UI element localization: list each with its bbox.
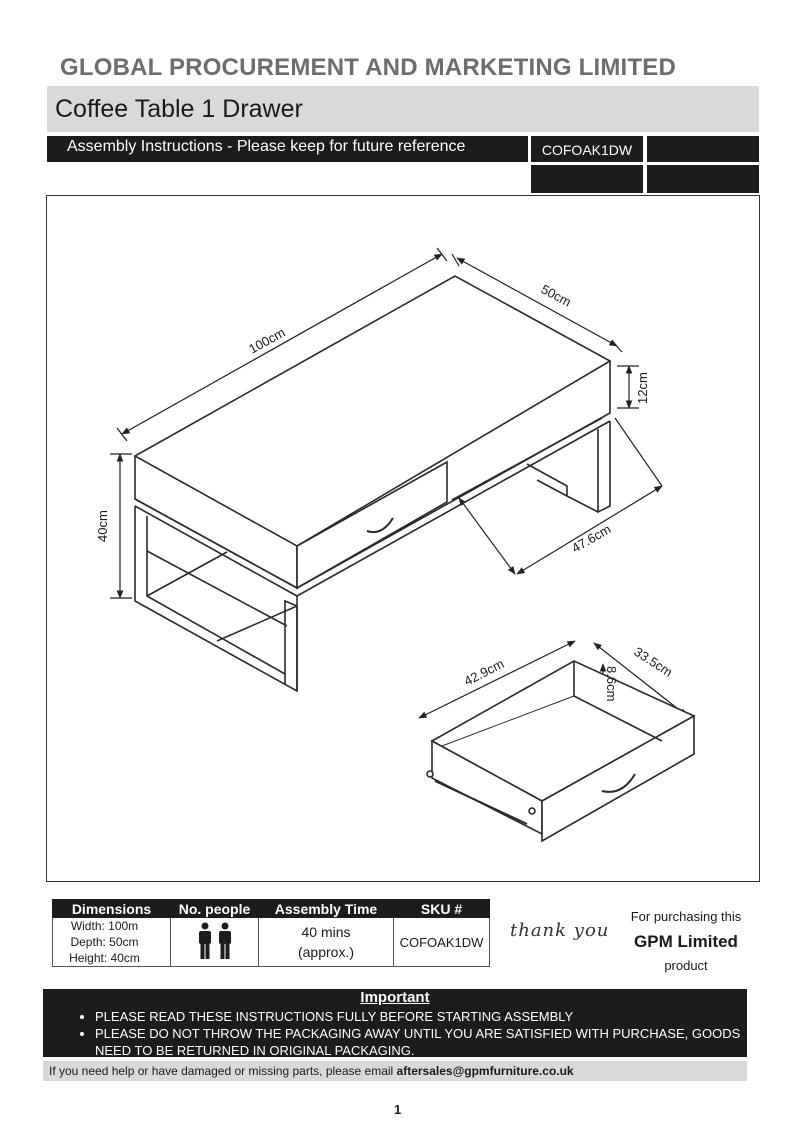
depth-value: Depth: 50cm bbox=[70, 935, 139, 949]
help-text: If you need help or have damaged or missing parts, please email bbox=[49, 1064, 397, 1078]
dimensions-cell bbox=[53, 918, 171, 967]
important-list bbox=[78, 1008, 747, 1059]
diagram-frame bbox=[46, 195, 760, 882]
header-sku-code: COFOAK1DW bbox=[531, 136, 643, 162]
important-item: • PLEASE READ THESE INSTRUCTIONS FULLY BEFORE STARTING ASSEMBLY bbox=[95, 1008, 747, 1025]
purchase-line: For purchasing this bbox=[630, 909, 742, 924]
title-bar bbox=[47, 86, 759, 132]
dim-drawer-length-label: 42.9cm bbox=[461, 655, 507, 689]
sku-value: COFOAK1DW bbox=[394, 918, 490, 967]
document-title: Coffee Table 1 Drawer bbox=[55, 95, 303, 123]
time-value: 40 mins bbox=[301, 924, 351, 940]
height-value: Height: 40cm bbox=[69, 951, 140, 965]
company-name: GLOBAL PROCUREMENT AND MARKETING LIMITED bbox=[60, 54, 676, 81]
dim-drawer-height-label: 8.6cm bbox=[604, 666, 619, 702]
header-people: No. people bbox=[171, 900, 259, 918]
header-dimensions: Dimensions bbox=[53, 900, 171, 918]
dim-drawer-width-label: 33.5cm bbox=[631, 643, 676, 680]
help-bar bbox=[43, 1061, 747, 1081]
dim-depth-label: 50cm bbox=[538, 281, 574, 310]
dim-drawer-opening-label: 47.6cm bbox=[569, 521, 614, 556]
coffee-table-drawing bbox=[135, 276, 610, 691]
help-email-link[interactable]: aftersales@gpmfurniture.co.uk bbox=[396, 1064, 574, 1078]
assembly-time-cell bbox=[259, 918, 394, 967]
important-title: Important bbox=[360, 989, 430, 1006]
dim-length-label: 100cm bbox=[246, 324, 288, 357]
important-box bbox=[43, 989, 747, 1057]
page-number: 1 bbox=[394, 1102, 402, 1117]
width-value: Width: 100m bbox=[70, 919, 139, 933]
header-sku: SKU # bbox=[394, 900, 490, 918]
specs-table bbox=[52, 899, 490, 967]
subtitle-bar bbox=[47, 136, 528, 162]
document-subtitle: Assembly Instructions - Please keep for future reference bbox=[67, 138, 466, 155]
header-blank-cell bbox=[647, 136, 759, 162]
header-assembly-time: Assembly Time bbox=[259, 900, 394, 918]
header-blank-cell bbox=[531, 165, 643, 193]
dim-height-label: 40cm bbox=[95, 510, 110, 542]
product-diagram bbox=[47, 196, 761, 883]
important-item: • PLEASE DO NOT THROW THE PACKAGING AWAY UNTIL YOU ARE SATISFIED WITH PURCHASE, GOODS NEED TO BE RETURNED IN ORIGINAL PACKAGING. bbox=[95, 1025, 747, 1059]
people-cell bbox=[171, 918, 259, 967]
time-note: (approx.) bbox=[297, 944, 355, 960]
thank-you-script: thank you bbox=[510, 920, 610, 941]
header-blank-cell bbox=[647, 165, 759, 193]
brand-name: GPM Limited bbox=[634, 932, 738, 951]
product-line: product bbox=[664, 958, 708, 973]
two-people-icon bbox=[195, 922, 235, 960]
dim-shelf-gap-label: 12cm bbox=[635, 372, 650, 404]
